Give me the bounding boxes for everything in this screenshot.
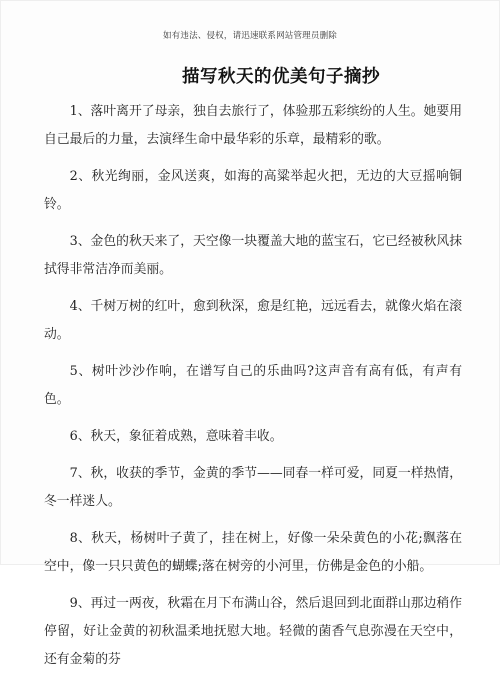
paragraph-2: 2、秋光绚丽，金风送爽，如海的高粱举起火把，无边的大豆摇响铜铃。 xyxy=(44,169,462,212)
paragraph-6: 6、秋天，象征着成熟，意味着丰收。 xyxy=(69,429,283,444)
paragraph-8: 8、秋天，杨树叶子黄了，挂在树上，好像一朵朵黄色的小花;飘落在空中，像一只只黄色的蝴蝶;落在树旁的小河里，仿佛是金色的小船。 xyxy=(44,531,462,574)
paragraph-4: 4、千树万树的红叶，愈到秋深，愈是红艳，远远看去，就像火焰在滚动。 xyxy=(44,299,462,342)
paragraph-7: 7、秋，收获的季节，金黄的季节——同春一样可爱，同夏一样热情，冬一样迷人。 xyxy=(44,466,462,509)
document-body xyxy=(44,98,462,683)
document-title: 描写秋天的优美句子摘抄 xyxy=(182,67,380,87)
paragraph-3: 3、金色的秋天来了，天空像一块覆盖大地的蓝宝石，它已经被秋风抹拭得非常洁净而美丽。 xyxy=(44,234,462,277)
paragraph-9: 9、再过一两夜，秋霜在月下布满山谷，然后退回到北面群山那边稍作停留，好让金黄的初秋温柔地抚慰大地。轻微的菌香气息弥漫在天空中，还有金菊的芬 xyxy=(44,596,462,667)
paragraph-1: 1、落叶离开了母亲，独自去旅行了，体验那五彩缤纷的人生。她要用自己最后的力量，去演绎生命中最华彩的乐章，最精彩的歌。 xyxy=(44,104,462,147)
copyright-notice: 如有违法、侵权，请迅速联系网站管理员删除 xyxy=(162,31,337,41)
paragraph-5: 5、树叶沙沙作响，在谱写自己的乐曲吗?这声音有高有低，有声有色。 xyxy=(44,364,462,407)
